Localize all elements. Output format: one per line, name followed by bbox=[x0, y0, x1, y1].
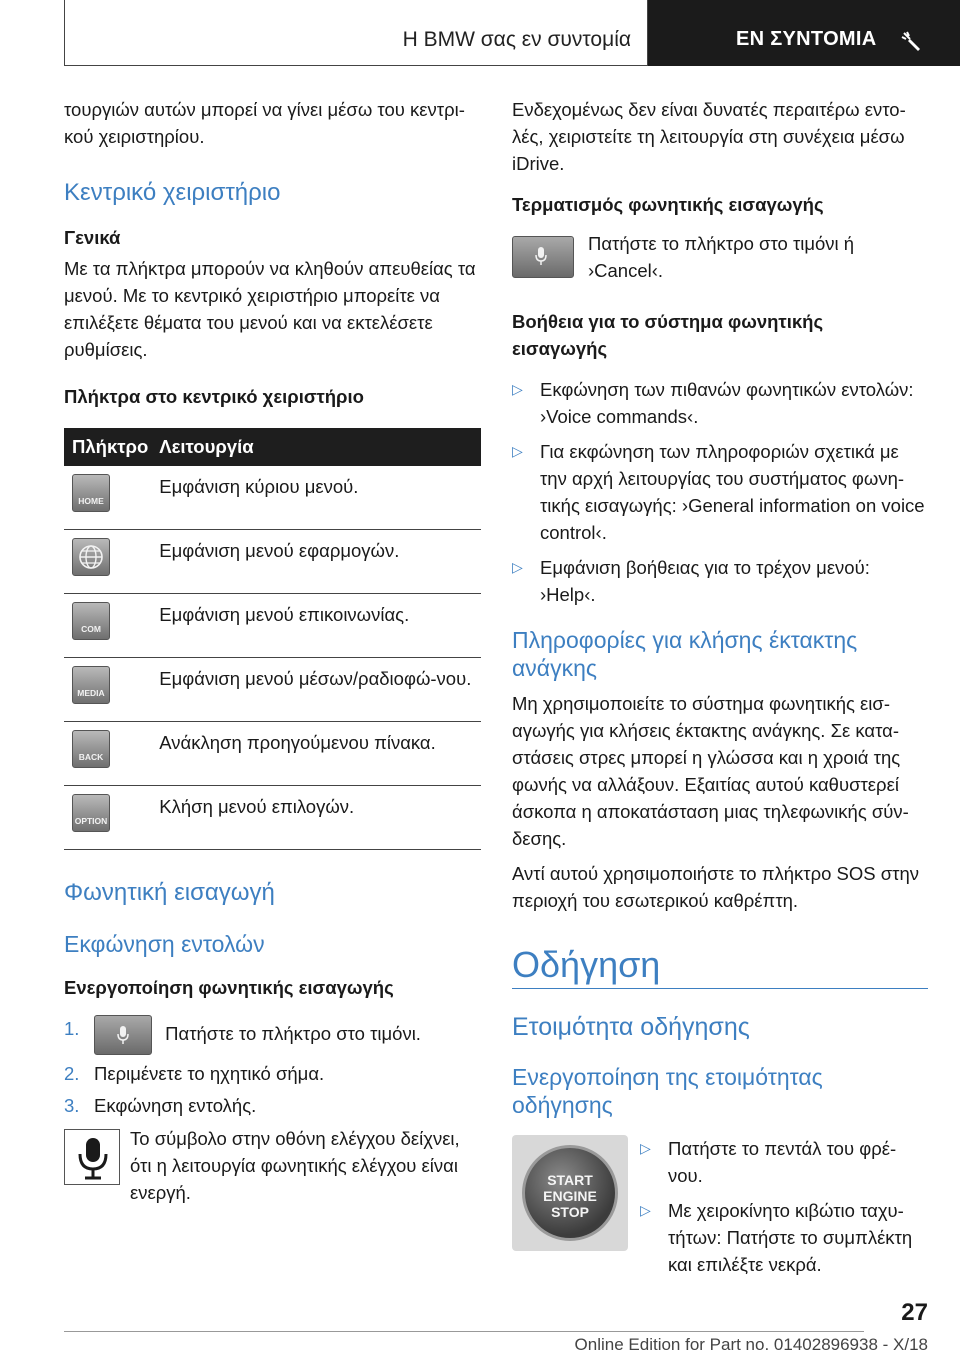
ready-heading: Ετοιμότητα οδήγησης bbox=[512, 1013, 750, 1041]
bullet-triangle-icon: ▷ bbox=[640, 1202, 651, 1218]
voice-heading: Φωνητική εισαγωγή bbox=[64, 879, 275, 906]
row-text: Ανάκληση προηγούμενου πίνακα. bbox=[156, 722, 481, 786]
table-row bbox=[64, 722, 481, 786]
controller-heading: Κεντρικό χειριστήριο bbox=[64, 179, 281, 206]
emergency-text-2: Αντί αυτού χρησιμοποιήστε το πλήκτρο SOS στην περιοχή του εσωτερικού καθρέπτη. bbox=[512, 863, 920, 911]
step-number: 3. bbox=[64, 1095, 80, 1116]
step-number: 1. bbox=[64, 1018, 80, 1039]
list-item bbox=[64, 1060, 481, 1087]
intro-text: Ενδεχομένως δεν είναι δυνατές περαιτέρω εντο-λές, χειριστείτε τη λειτουργία στη συνέχεια μέσω iDrive. bbox=[512, 99, 906, 174]
left-column bbox=[64, 96, 481, 1209]
ready-item-text: Πατήστε το πεντάλ του φρέ-νου. bbox=[668, 1138, 897, 1186]
driving-heading: Οδήγηση bbox=[512, 944, 661, 985]
step-text: Πατήστε το πλήκτρο στο τιμόνι. bbox=[165, 1022, 421, 1044]
globe-button-icon bbox=[72, 538, 110, 576]
ready-steps-list bbox=[640, 1135, 928, 1286]
key-label: OPTION bbox=[74, 816, 108, 826]
key-label: HOME bbox=[78, 496, 104, 506]
activate-ready-heading: Ενεργοποίηση της ετοιμότητας οδήγησης bbox=[512, 1064, 823, 1118]
help-item-text: Για εκφώνηση των πληροφοριών σχετικά με την αρχή λειτουργίας του συστήματος φωνη-τικής εισαγωγής: ›General information on voice control‹. bbox=[540, 441, 925, 543]
page-header bbox=[0, 0, 960, 66]
chapter-label: ΕΝ ΣΥΝΤΟΜΙΑ bbox=[736, 28, 877, 50]
home-button-icon bbox=[72, 474, 110, 512]
list-item bbox=[512, 376, 928, 430]
end-text: Πατήστε το πλήκτρο στο τιμόνι ή ›Cancel‹. bbox=[588, 233, 855, 281]
col-key-header: Πλήκτρο bbox=[64, 428, 156, 466]
voice-button-icon bbox=[512, 236, 574, 278]
table-row bbox=[64, 466, 481, 530]
quick-reference-icon bbox=[900, 30, 922, 52]
start-engine-button-image bbox=[512, 1135, 628, 1251]
chapter-tab bbox=[648, 0, 960, 66]
list-item bbox=[640, 1197, 928, 1278]
footer-divider bbox=[64, 1331, 864, 1332]
start-label-line: STOP bbox=[551, 1204, 589, 1220]
help-item-text: Εμφάνιση βοήθειας για το τρέχον μενού: ›Help‹. bbox=[540, 557, 870, 605]
row-text: Εμφάνιση κύριου μενού. bbox=[156, 466, 481, 530]
commands-heading: Εκφώνηση εντολών bbox=[64, 931, 265, 957]
table-row bbox=[64, 658, 481, 722]
ready-steps-block bbox=[512, 1135, 928, 1275]
help-list bbox=[512, 376, 928, 608]
help-item-text: Εκφώνηση των πιθανών φωνητικών εντολών: ›Voice commands‹. bbox=[540, 379, 914, 427]
option-button-icon bbox=[72, 794, 110, 832]
table-header-row bbox=[64, 428, 481, 466]
emergency-text-1: Μη χρησιμοποιείτε το σύστημα φωνητικής εισ-αγωγής για κλήσεις έκτακτης ανάγκης. Σε κατα-στάσεις στρες μπορεί η γλώσσα και η χροιά της φωνής να αλλάξουν. Εξαιτίας αυτού καθυστερεί άσκοπα η αποκατάσταση μιας τηλεφωνικής σύν-δεσης. bbox=[512, 693, 909, 849]
back-button-icon bbox=[72, 730, 110, 768]
table-row bbox=[64, 530, 481, 594]
media-button-icon bbox=[72, 666, 110, 704]
com-button-icon bbox=[72, 602, 110, 640]
symbol-note-text: Το σύμβολο στην οθόνη ελέγχου δείχνει, ότι η λειτουργία φωνητικής ελέγχου είναι ενεργή. bbox=[130, 1128, 460, 1203]
keys-table bbox=[64, 428, 481, 850]
row-text: Εμφάνιση μενού εφαρμογών. bbox=[156, 530, 481, 594]
intro-text: τουργιών αυτών μπορεί να γίνει μέσω του κεντρι-κού χειριστηρίου. bbox=[64, 99, 465, 147]
row-text: Εμφάνιση μενού επικοινωνίας. bbox=[156, 594, 481, 658]
step-text: Περιμένετε το ηχητικό σήμα. bbox=[94, 1063, 325, 1084]
step-text: Εκφώνηση εντολής. bbox=[94, 1095, 257, 1116]
keys-heading: Πλήκτρα στο κεντρικό χειριστήριο bbox=[64, 386, 364, 407]
key-label: MEDIA bbox=[77, 688, 105, 698]
help-heading: Βοήθεια για το σύστημα φωνητικής εισαγωγής bbox=[512, 311, 824, 359]
list-item bbox=[512, 438, 928, 546]
table-row bbox=[64, 786, 481, 850]
list-item bbox=[64, 1015, 481, 1055]
end-heading: Τερματισμός φωνητικής εισαγωγής bbox=[512, 194, 824, 215]
general-heading: Γενικά bbox=[64, 227, 121, 248]
driving-heading-rule bbox=[512, 944, 928, 989]
page-number: 27 bbox=[901, 1299, 928, 1326]
bullet-triangle-icon: ▷ bbox=[512, 443, 523, 459]
start-button-label bbox=[525, 1172, 615, 1220]
col-function-header: Λειτουργία bbox=[156, 428, 481, 466]
activation-steps bbox=[64, 1015, 481, 1119]
footer-edition: Online Edition for Part no. 01402896938 - X/18 bbox=[574, 1335, 928, 1354]
bullet-triangle-icon: ▷ bbox=[512, 381, 523, 397]
emergency-heading: Πληροφορίες για κλήσης έκτακτης ανάγκης bbox=[512, 627, 858, 681]
section-title: Η BMW σας εν συντομία bbox=[402, 28, 631, 51]
section-tab bbox=[64, 0, 648, 66]
ready-item-text: Με χειροκίνητο κιβώτιο ταχυ-τήτων: Πατήστε το συμπλέκτη και επιλέξτε νεκρά. bbox=[668, 1200, 913, 1275]
start-button-face bbox=[522, 1145, 618, 1241]
voice-symbol-note bbox=[64, 1125, 481, 1209]
list-item bbox=[64, 1092, 481, 1119]
bullet-triangle-icon: ▷ bbox=[640, 1140, 651, 1156]
row-text: Εμφάνιση μενού μέσων/ραδιοφώ-νου. bbox=[156, 658, 481, 722]
end-voice-row bbox=[512, 230, 928, 292]
list-item bbox=[640, 1135, 928, 1189]
row-text: Κλήση μενού επιλογών. bbox=[156, 786, 481, 850]
voice-active-icon bbox=[64, 1129, 120, 1185]
key-label: COM bbox=[81, 624, 101, 634]
right-column bbox=[512, 96, 928, 1275]
list-item bbox=[512, 554, 928, 608]
start-label-line: START bbox=[547, 1172, 593, 1188]
step-number: 2. bbox=[64, 1063, 80, 1084]
bullet-triangle-icon: ▷ bbox=[512, 559, 523, 575]
start-label-line: ENGINE bbox=[543, 1188, 597, 1204]
voice-button-icon bbox=[94, 1015, 152, 1055]
activate-heading: Ενεργοποίηση φωνητικής εισαγωγής bbox=[64, 977, 394, 998]
key-label: BACK bbox=[78, 752, 104, 762]
table-row bbox=[64, 594, 481, 658]
general-text: Με τα πλήκτρα μπορούν να κληθούν απευθείας τα μενού. Με το κεντρικό χειριστήριο μπορείτε να επιλέξετε θέματα του μενού και να εκτελέσετε ρυθμίσεις. bbox=[64, 258, 476, 360]
